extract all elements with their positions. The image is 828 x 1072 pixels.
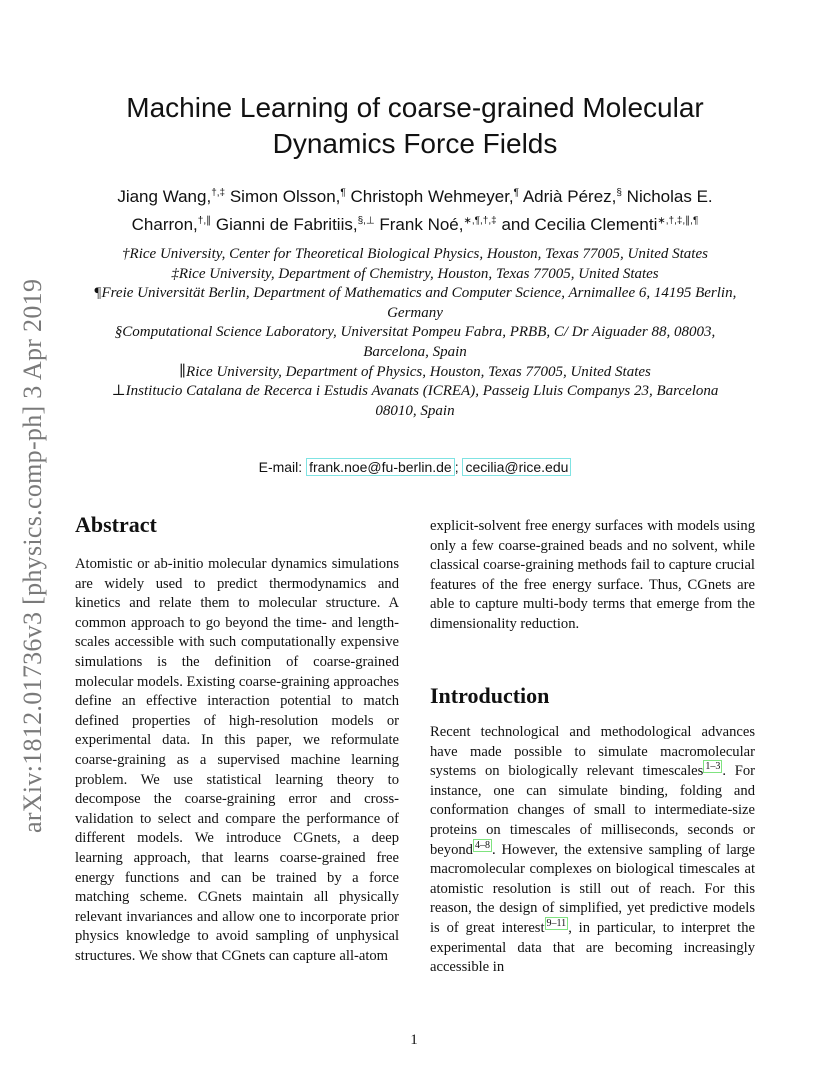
author-affiliation-marks: ∗,†,‡,∥,¶ bbox=[657, 215, 699, 227]
page-number: 1 bbox=[410, 1032, 418, 1048]
author-affiliation-marks: §,⊥ bbox=[357, 215, 375, 227]
author-name: Nicholas E. Charron, bbox=[131, 186, 713, 235]
author-name: Simon Olsson, bbox=[229, 186, 341, 206]
author-list bbox=[90, 180, 740, 237]
author-affiliation-marks: †,‡ bbox=[211, 187, 226, 198]
abstract-text-left: Atomistic or ab-initio molecular dynamics simulations are widely used to predict thermodynamics and kinetics and relate them to molecular structure. A common approach to go beyond the time- and length-scales accessible with such computationally expensive simulations is the definition of coarse-grained molecular models. Existing coarse-graining approaches define an effective interaction potential to match defined properties of high-resolution models or experimental data. In this paper, we reformulate coarse-graining as a supervised machine learning problem. We use statistical learning theory to decompose the coarse-graining error and cross-validation to select and compare the performance of different models. We introduce CGnets, a deep learning approach, that learns coarse-grained free energy functions and can be trained by a force matching scheme. CGnets maintain all physically relevant invariances and allow one to incorporate prior physics knowledge to avoid sampling of unphysical structures. We show that CGnets can capture all-atom bbox=[75, 556, 399, 964]
email-link-noe[interactable]: frank.noe@fu-berlin.de bbox=[306, 458, 455, 476]
author-name: Gianni de Fabritiis, bbox=[215, 215, 358, 235]
arxiv-identifier: arXiv:1812.01736v3 [physics.comp-ph] 3 Apr 2019 bbox=[18, 278, 47, 833]
citation-link[interactable]: 1–3 bbox=[705, 761, 721, 773]
abstract-text-right: explicit-solvent free energy surfaces with models using only a few coarse-grained beads and no solvent, while classical coarse-graining methods fail to capture crucial features of the free energy surface. Thus, CGnets are able to capture multi-body terms that emerge from the dimensionality reduction. bbox=[430, 518, 755, 632]
citation-link[interactable]: 4–8 bbox=[474, 839, 490, 851]
email-link-clementi[interactable]: cecilia@rice.edu bbox=[462, 458, 571, 476]
author bbox=[216, 215, 375, 234]
paper-title: Machine Learning of coarse-grained Molecular Dynamics Force Fields bbox=[126, 92, 704, 159]
intro-segment: . For instance, one can simulate binding, folding and conformation changes of small to intermediate-size proteins on timescales of milliseconds, seconds or beyond bbox=[430, 763, 755, 858]
email-label: E-mail: bbox=[258, 459, 303, 475]
author-affiliation-marks: ¶ bbox=[513, 187, 520, 198]
author bbox=[523, 187, 622, 206]
affiliation-item: §Computational Science Laboratory, Universitat Pompeu Fabra, PRBB, C/ Dr Aiguader 88, 08003, Barcelona, Spain bbox=[114, 324, 716, 360]
introduction-heading: Introduction bbox=[430, 683, 550, 708]
author-affiliation-marks: § bbox=[616, 187, 622, 198]
introduction-text bbox=[430, 723, 755, 978]
abstract-heading: Abstract bbox=[75, 512, 157, 537]
author bbox=[230, 187, 346, 206]
author-name: Christoph Wehmeyer, bbox=[350, 186, 514, 206]
author bbox=[117, 187, 225, 206]
affiliation-item: ⊥Institucio Catalana de Recerca i Estudis Avanats (ICREA), Passeig Lluis Companys 23, Barcelona 08010, Spain bbox=[111, 383, 719, 419]
intro-segment: . However, the extensive sampling of large macromolecular complexes on biological timescales at atomistic resolution is still out of reach. For this reason, the design of simplified, yet predictive models is of great interest bbox=[430, 841, 755, 936]
citation-link[interactable]: 9–11 bbox=[546, 918, 567, 930]
author bbox=[351, 187, 520, 206]
intro-segment: Recent technological and methodological advances have made possible to simulate macromolecular systems on biologically relevant timescales bbox=[430, 724, 755, 780]
affiliation-list bbox=[92, 245, 738, 421]
author bbox=[501, 215, 698, 234]
author-name: Frank Noé, bbox=[379, 215, 464, 235]
author-name: and Cecilia Clementi bbox=[501, 215, 658, 235]
email-line bbox=[100, 457, 730, 477]
affiliation-item: ‡Rice University, Department of Chemistry, Houston, Texas 77005, United States bbox=[171, 265, 659, 282]
affiliation-item: †Rice University, Center for Theoretical Biological Physics, Houston, Texas 77005, United States bbox=[122, 246, 708, 262]
author-affiliation-marks: ∗,¶,†,‡ bbox=[463, 215, 497, 227]
affiliation-item: ¶Freie Universität Berlin, Department of Mathematics and Computer Science, Arnimallee 6, 14195 Berlin, Germany bbox=[93, 285, 737, 321]
intro-segment: , in particular, to interpret the experimental data that are becoming increasingly accessible in bbox=[430, 919, 755, 976]
author-affiliation-marks: ¶ bbox=[340, 187, 346, 198]
author bbox=[379, 215, 496, 234]
email-separator: ; bbox=[454, 459, 459, 475]
author-affiliation-marks: †,∥ bbox=[197, 215, 212, 227]
affiliation-item: ∥Rice University, Department of Physics, Houston, Texas 77005, United States bbox=[179, 363, 651, 380]
author-name: Jiang Wang, bbox=[117, 186, 212, 206]
author-name: Adrià Pérez, bbox=[522, 186, 617, 206]
